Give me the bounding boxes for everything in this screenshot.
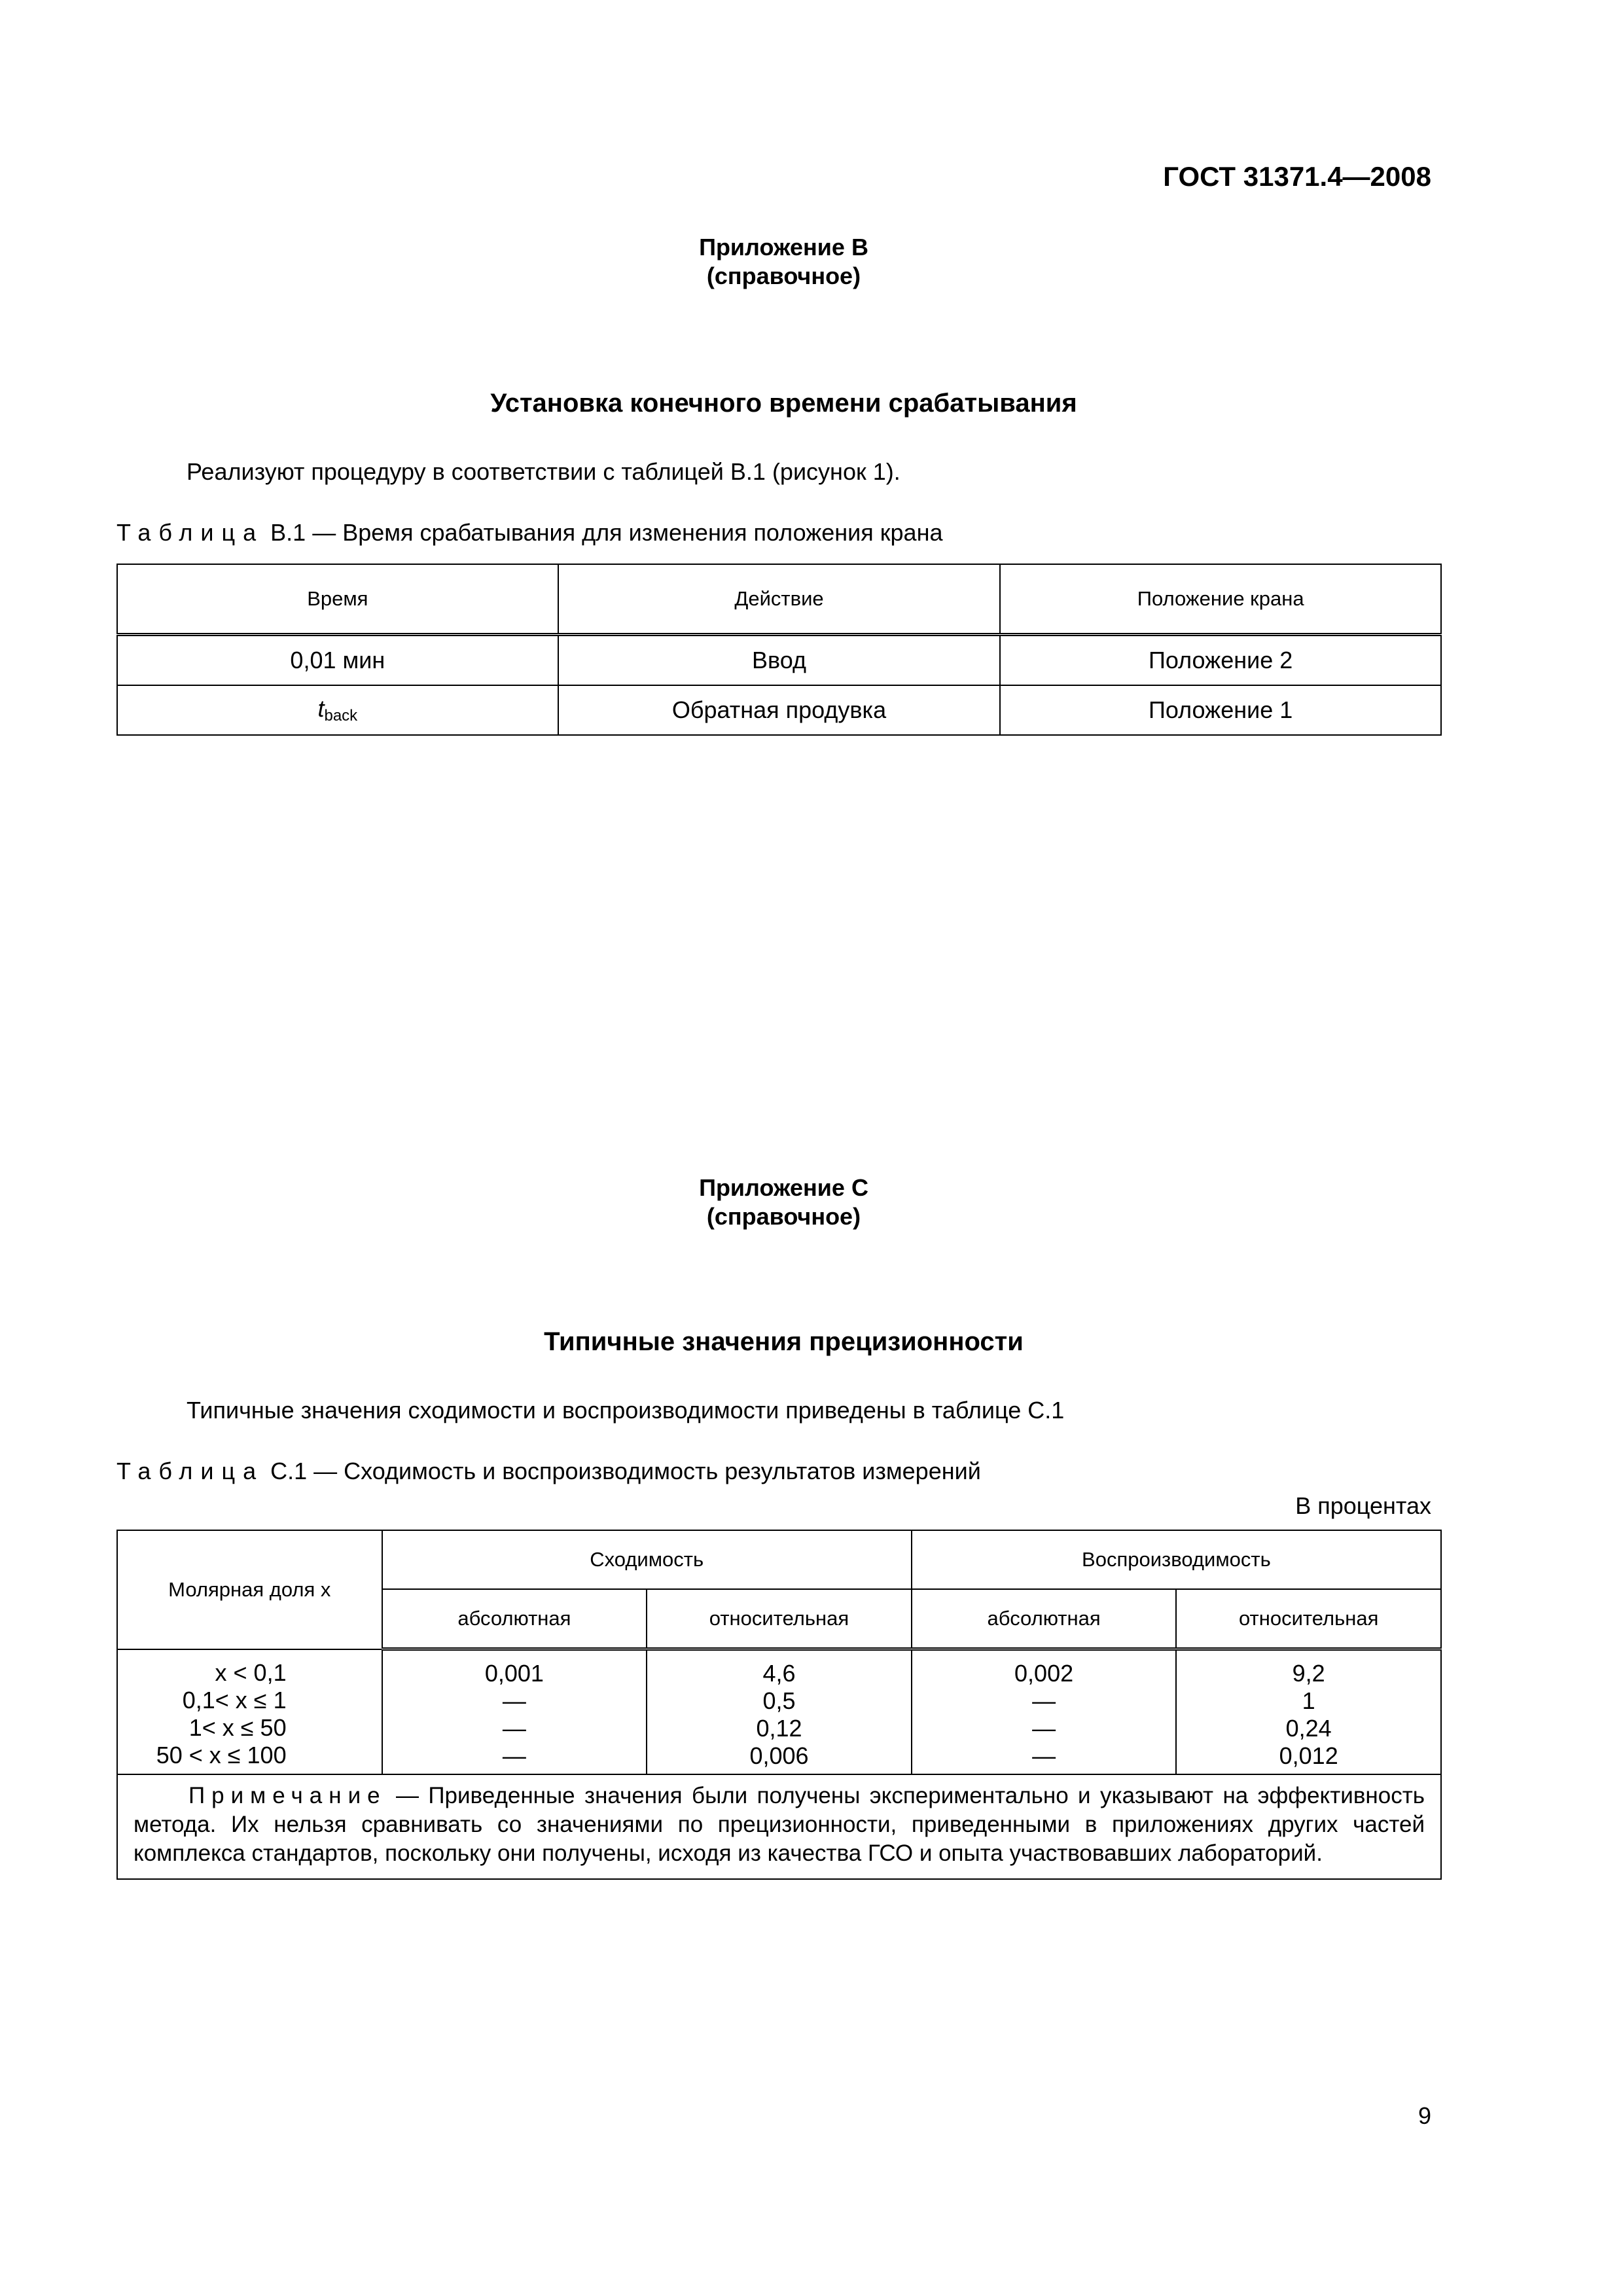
table-c1-caption-text: С.1 — Сходимость и воспроизводимость результатов измерений <box>264 1458 981 1484</box>
table-cell: — <box>1032 1687 1056 1714</box>
table-cell: 50 < x ≤ 100 <box>156 1741 287 1768</box>
table-c1-caption <box>116 1458 981 1485</box>
annex-b-title-line1: Приложение В <box>699 234 868 260</box>
table-cell: 1< x ≤ 50 <box>188 1713 287 1741</box>
table-c1 <box>116 1530 1442 1880</box>
table-cell: 4,6 <box>762 1660 796 1687</box>
table-cell: — <box>502 1687 526 1714</box>
table-cell: 0,5 <box>762 1687 796 1714</box>
annex-b-title <box>0 233 1567 291</box>
table-cell: 9,2 <box>1292 1660 1325 1687</box>
table-b1 <box>116 564 1442 736</box>
column-header-reproducibility: Воспроизводимость <box>912 1530 1441 1589</box>
table-c1-units: В процентах <box>1295 1492 1431 1519</box>
column-header-reproducibility-absolute: абсолютная <box>912 1589 1177 1649</box>
table-b1-caption <box>116 519 942 547</box>
table-cell: 0,1< x ≤ 1 <box>182 1686 287 1713</box>
table-cell: 0,001 <box>484 1660 544 1687</box>
table-cell: 0,12 <box>756 1715 802 1742</box>
annex-b-title-line2: (справочное) <box>706 262 861 289</box>
annex-c-title-line1: Приложение С <box>699 1174 868 1201</box>
column-mole-fraction-values <box>117 1649 382 1775</box>
column-header-action: Действие <box>558 564 1001 635</box>
table-header-row <box>117 1530 1441 1589</box>
table-data-block <box>117 1649 1441 1775</box>
table-note <box>117 1774 1441 1879</box>
table-cell: — <box>502 1715 526 1742</box>
cell-action: Ввод <box>558 635 1001 686</box>
time-symbol: t <box>317 695 325 722</box>
column-header-reproducibility-relative: относительная <box>1176 1589 1441 1649</box>
time-subscript: back <box>324 707 358 725</box>
annex-c-title <box>0 1174 1567 1231</box>
column-reproducibility-absolute-values <box>912 1649 1177 1775</box>
column-reproducibility-relative-values <box>1176 1649 1441 1775</box>
table-row <box>117 635 1441 686</box>
document-code: ГОСТ 31371.4—2008 <box>1163 161 1431 192</box>
table-cell: 0,24 <box>1285 1715 1332 1742</box>
table-b1-caption-text: В.1 — Время срабатывания для изменения положения крана <box>264 519 943 546</box>
cell-position: Положение 1 <box>1000 685 1441 735</box>
table-b1-caption-prefix: Таблица <box>116 519 264 546</box>
table-cell: 1 <box>1302 1687 1315 1714</box>
table-header-row <box>117 564 1441 635</box>
table-cell: 0,002 <box>1014 1660 1074 1687</box>
table-cell: 0,012 <box>1279 1742 1338 1769</box>
table-cell: 0,006 <box>749 1742 809 1769</box>
column-header-repeatability-relative: относительная <box>647 1589 912 1649</box>
column-header-repeatability-absolute: абсолютная <box>382 1589 647 1649</box>
annex-c-paragraph: Типичные значения сходимости и воспроизводимости приведены в таблице С.1 <box>187 1397 1065 1424</box>
table-row <box>117 685 1441 735</box>
column-header-time: Время <box>117 564 558 635</box>
table-c1-caption-prefix: Таблица <box>116 1458 264 1484</box>
annex-b-heading: Установка конечного времени срабатывания <box>490 389 1077 418</box>
annex-b-paragraph: Реализуют процедуру в соответствии с таблицей В.1 (рисунок 1). <box>187 458 901 485</box>
annex-c-heading: Типичные значения прецизионности <box>544 1327 1024 1356</box>
cell-action: Обратная продувка <box>558 685 1001 735</box>
column-repeatability-absolute-values <box>382 1649 647 1775</box>
column-repeatability-relative-values <box>647 1649 912 1775</box>
note-text: — Приведенные значения были получены экспериментально и указывают на эффективность метода. Их нельзя сравнивать со значениями по прецизионности, приведенными в приложениях других частей комплекса стандартов, поскольку они получены, исходя из качества ГСО и опыта участвовавших лабораторий. <box>134 1783 1425 1866</box>
cell-time: 0,01 мин <box>117 635 558 686</box>
table-cell: — <box>1032 1715 1056 1742</box>
table-cell: x < 0,1 <box>215 1659 287 1686</box>
note-label: Примечание <box>188 1783 387 1808</box>
cell-time <box>117 685 558 735</box>
column-header-repeatability: Сходимость <box>382 1530 912 1589</box>
table-cell: — <box>502 1742 526 1769</box>
column-header-mole-fraction: Молярная доля x <box>117 1530 382 1649</box>
cell-position: Положение 2 <box>1000 635 1441 686</box>
column-header-valve-position: Положение крана <box>1000 564 1441 635</box>
table-cell: — <box>1032 1742 1056 1769</box>
table-note-row <box>117 1774 1441 1879</box>
annex-c-title-line2: (справочное) <box>706 1203 861 1230</box>
page-number: 9 <box>1418 2102 1431 2129</box>
